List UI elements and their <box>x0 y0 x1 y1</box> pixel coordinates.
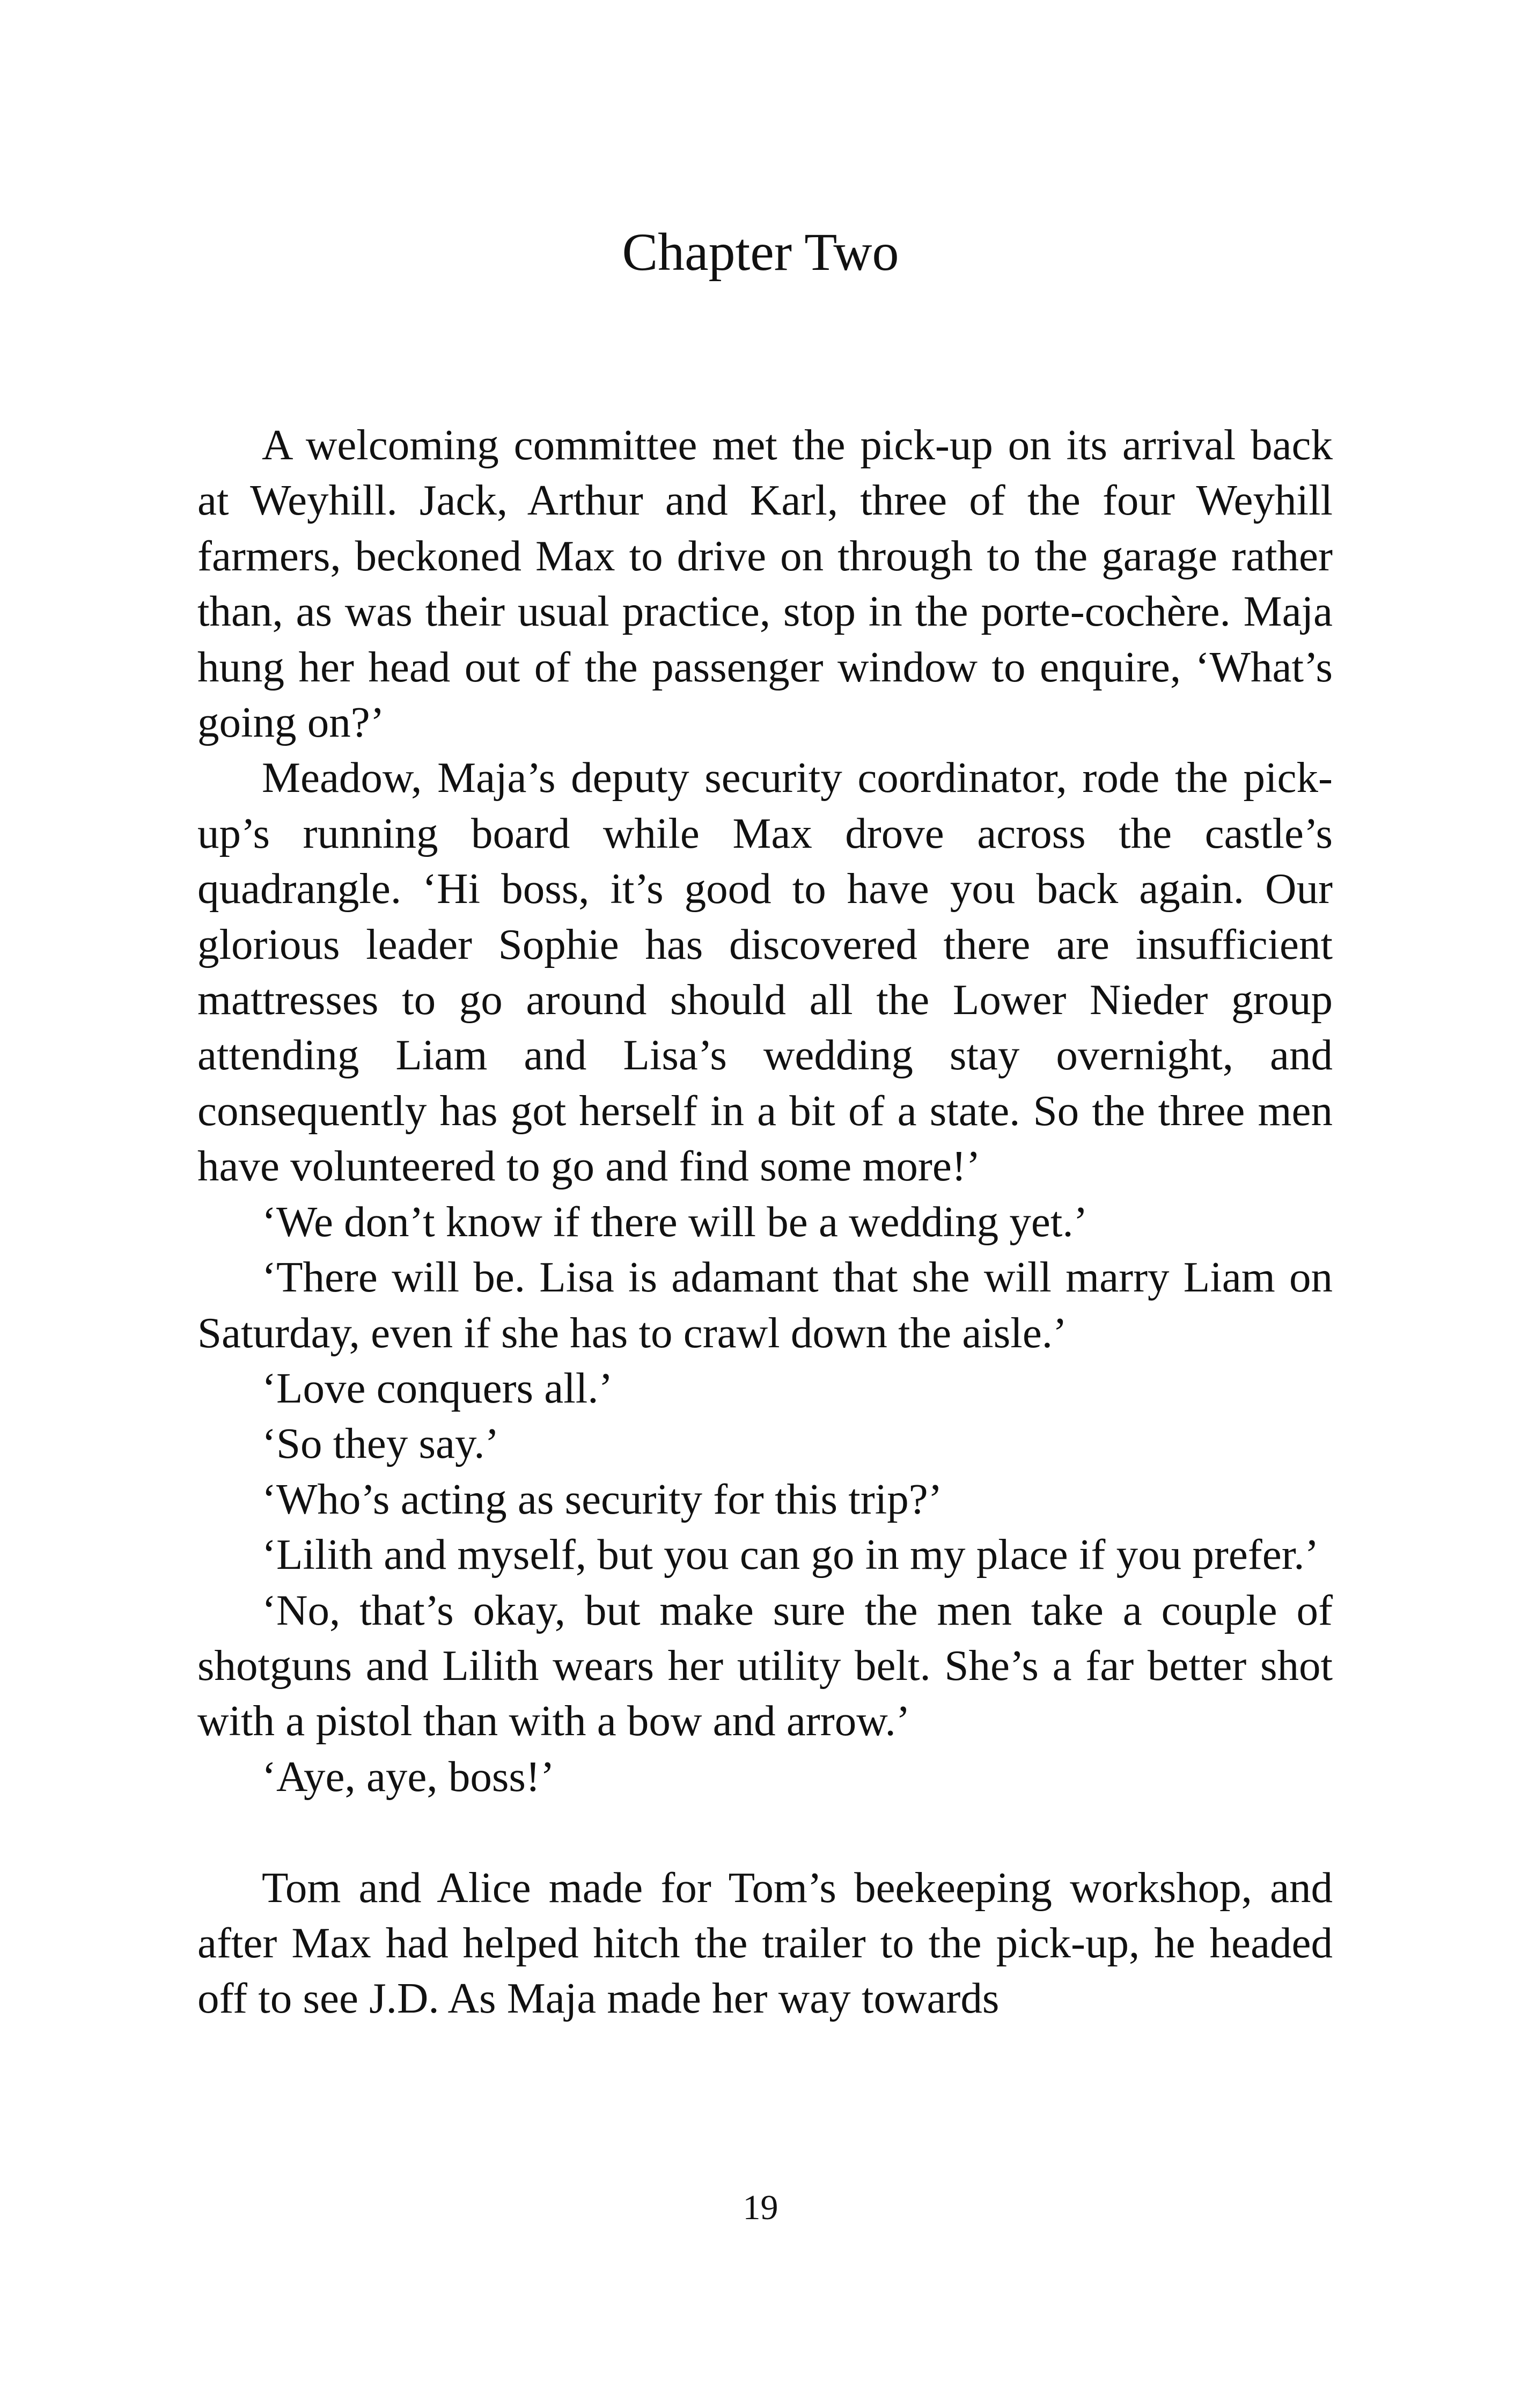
paragraph: ‘We don’t know if there will be a wedding yet.’ <box>262 1197 1088 1246</box>
paragraph: ‘So they say.’ <box>262 1419 499 1468</box>
chapter-title: Chapter Two <box>622 222 899 282</box>
paragraph: A welcoming committee met the pick-up on its arrival back at Weyhill. Jack, Arthur and Karl, three of the four Weyhill farmers, beckoned Max to drive on through to the garage rather than, as was their usual practice, stop in the porte-cochère. Maja hung her head out of the passenger window to enquire, ‘What’s going on?’ <box>197 421 1333 747</box>
paragraph: ‘Lilith and myself, but you can go in my place if you prefer.’ <box>262 1530 1319 1579</box>
body-text <box>197 417 1333 2027</box>
section-break <box>197 1804 1333 1860</box>
paragraph: Meadow, Maja’s deputy security coordinator, rode the pick-up’s running board while Max drove across the castle’s quadrangle. ‘Hi boss, it’s good to have you back again. Our glorious leader Sophie has discovered there are insufficient mattresses to go around should all the Lower Nieder group attending Liam and Lisa’s wedding stay overnight, and consequently has got herself in a bit of a state. So the three men have volunteered to go and find some more!’ <box>197 753 1333 1191</box>
paragraph: ‘Love conquers all.’ <box>262 1363 613 1412</box>
paragraph: ‘There will be. Lisa is adamant that she will marry Liam on Saturday, even if she has to crawl down the aisle.’ <box>197 1253 1333 1357</box>
paragraph: ‘No, that’s okay, but make sure the men take a couple of shotguns and Lilith wears her utility belt. She’s a far better shot with a pistol than with a bow and arrow.’ <box>197 1585 1333 1745</box>
paragraph: Tom and Alice made for Tom’s beekeeping workshop, and after Max had helped hitch the trailer to the pick-up, he headed off to see J.D. As Maja made her way towards <box>197 1863 1333 2023</box>
paragraph: ‘Who’s acting as security for this trip?’ <box>262 1474 943 1523</box>
page-number: 19 <box>743 2188 778 2227</box>
paragraph: ‘Aye, aye, boss!’ <box>262 1752 555 1801</box>
